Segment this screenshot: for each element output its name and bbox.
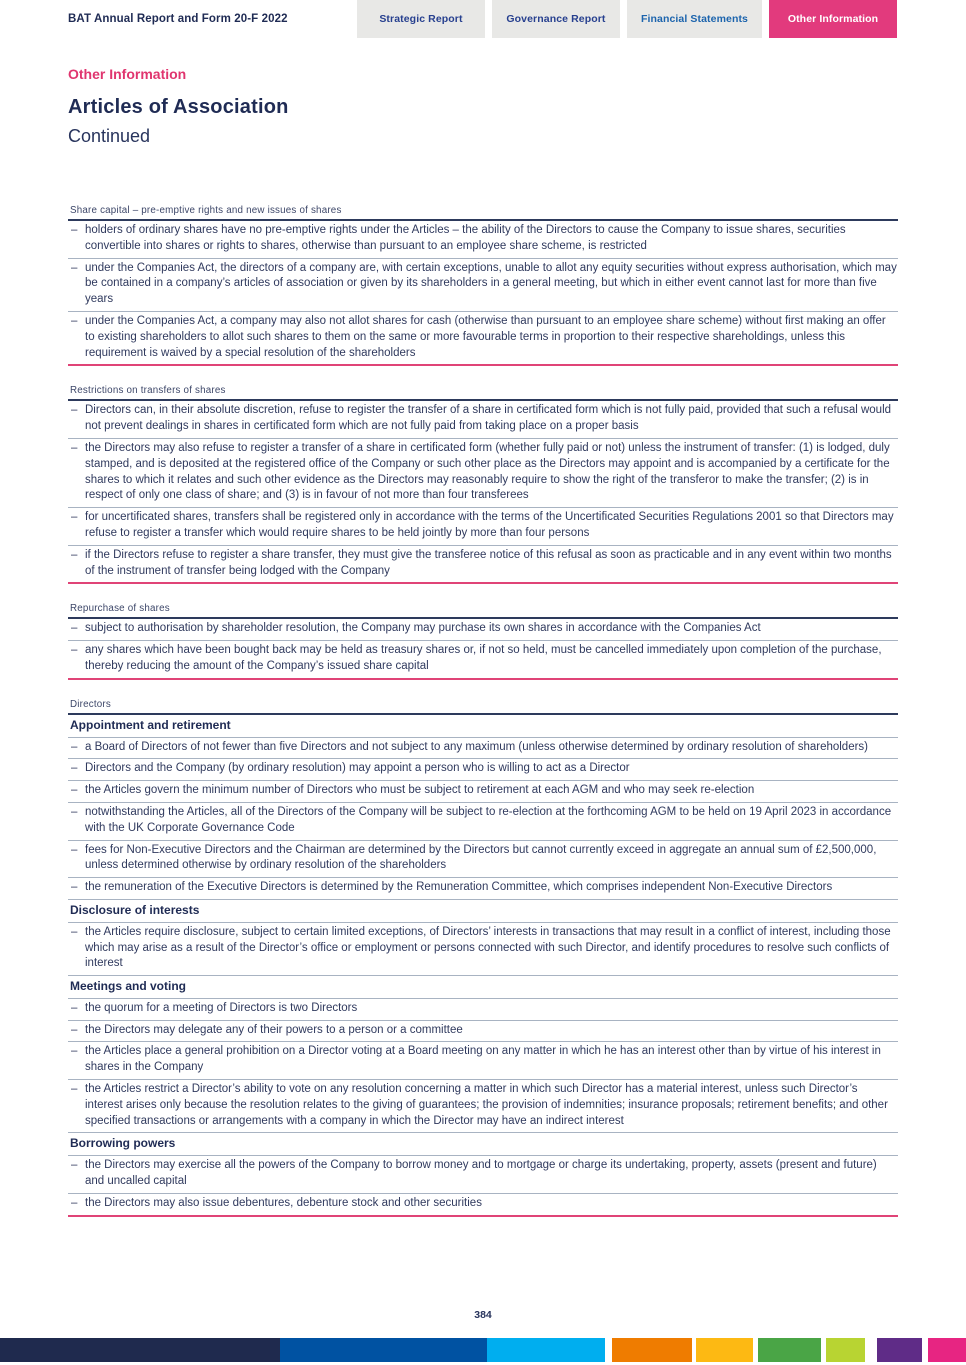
bullet-dash: – — [71, 1001, 78, 1014]
rule-item-text: Directors can, in their absolute discretion, refuse to register the transfer of a share in certificated form which is not fully paid, provided that such a refusal would not prevent dealings in shares in certificated form which are not fully paid from taking place on a proper basis — [85, 404, 892, 433]
rule-item-row — [68, 312, 898, 366]
rule-item-text: notwithstanding the Articles, all of the Directors of the Company will be subject to re-election at the forthcoming AGM to be held on 19 April 2023 in accordance with the UK Corporate Governance Code — [85, 805, 892, 834]
rule-item-row — [68, 759, 898, 781]
rule-item-text: the Articles restrict a Director’s ability to vote on any resolution concerning a matter in which such Director has a material interest, unless such Director’s interest arises only because the resolution relates to the giving of guarantees; the provision of indemnities; insurance proposals; retirement benefits; and other specified transactions or arrangements with a company in which the Director may have an indirect interest — [85, 1083, 888, 1127]
rule-item-text: if the Directors refuse to register a share transfer, they must give the transferee notice of this refusal as soon as practicable and in any event within two months of the instrument of transfer being lodged with the Company — [85, 548, 892, 577]
bullet-dash: – — [71, 805, 78, 818]
rule-item-row — [68, 999, 898, 1021]
rule-item-row — [68, 803, 898, 841]
tab-other-information[interactable]: Other Information — [769, 0, 897, 38]
tab-financial-statements[interactable]: Financial Statements — [627, 0, 762, 38]
color-segment-dark-navy — [0, 1338, 280, 1362]
bullet-dash: – — [71, 1196, 78, 1209]
page-title: Articles of Association — [68, 96, 289, 118]
rule-item-row — [68, 1080, 898, 1133]
rule-item-text: fees for Non-Executive Directors and the Chairman are determined by the Directors but cannot currently exceed in aggregate an annual sum of £2,500,000, unless determined otherwise by ordinary resolution of the shareholders — [85, 843, 877, 872]
rule-item-row — [68, 221, 898, 259]
subheading-row: Meetings and voting — [68, 976, 898, 999]
rule-item-row — [68, 738, 898, 760]
color-segment-royal-blue — [280, 1338, 487, 1362]
bullet-dash: – — [71, 762, 78, 775]
rules-section-directors — [68, 699, 898, 1217]
footer-color-bar — [0, 1338, 966, 1362]
rule-item-text: any shares which have been bought back may be held as treasury shares or, if not so held, must be cancelled immediately upon completion of the purchase, thereby reducing the amount of the Company’s issued share capital — [85, 644, 882, 672]
content-area — [68, 205, 898, 1236]
subheading-row: Appointment and retirement — [68, 715, 898, 738]
rule-item-text: Directors and the Company (by ordinary resolution) may appoint a person who is willing to act as a Director — [85, 762, 630, 775]
color-segment-pink — [928, 1338, 966, 1362]
rule-item-text: the Articles govern the minimum number of Directors who must be subject to retirement at each AGM and who may seek re-election — [85, 784, 755, 797]
rule-item-row — [68, 439, 898, 508]
bullet-dash: – — [71, 511, 78, 524]
rule-item-text: a Board of Directors of not fewer than five Directors and not subject to any maximum (unless otherwise determined by ordinary resolution of shareholders) — [85, 740, 869, 753]
rule-item-row — [68, 641, 898, 680]
bullet-dash: – — [71, 548, 78, 561]
color-segment-green — [758, 1338, 821, 1362]
color-segment-purple — [877, 1338, 922, 1362]
rule-item-text: the remuneration of the Executive Directors is determined by the Remuneration Committee, which comprises independent Non-Executive Directors — [85, 881, 833, 894]
subheading-row: Borrowing powers — [68, 1133, 898, 1156]
color-segment-yellow — [696, 1338, 753, 1362]
rule-item-row — [68, 1194, 898, 1217]
section-label: Restrictions on transfers of shares — [68, 385, 898, 401]
rules-section-restrictions-on-transfers-of-shares — [68, 385, 898, 584]
tab-strategic-report[interactable]: Strategic Report — [357, 0, 485, 38]
bullet-dash: – — [71, 404, 78, 417]
bullet-dash: – — [71, 1159, 78, 1172]
bullet-dash: – — [71, 314, 78, 327]
rule-item-row — [68, 1042, 898, 1080]
section-label: Directors — [68, 699, 898, 715]
section-label: Share capital – pre-emptive rights and new issues of shares — [68, 205, 898, 221]
header-bar — [0, 0, 966, 38]
rule-item-text: the Directors may delegate any of their powers to a person or a committee — [85, 1023, 463, 1036]
rule-item-row — [68, 546, 898, 585]
rule-item-row — [68, 1156, 898, 1194]
rule-item-text: the Articles require disclosure, subject to certain limited exceptions, of Directors’ interests in transactions that may result in a conflict of interest, including those which may arise as a result of the Director’s office or employment or persons connected with such Director, and identify procedures to resolve such conflicts of interest — [85, 925, 891, 970]
bullet-dash: – — [71, 644, 78, 657]
bullet-dash: – — [71, 881, 78, 894]
section-label: Repurchase of shares — [68, 603, 898, 619]
bullet-dash: – — [71, 261, 78, 274]
rule-item-row — [68, 841, 898, 879]
rule-item-row — [68, 619, 898, 641]
bullet-dash: – — [71, 224, 78, 236]
color-segment-cyan — [487, 1338, 605, 1362]
subheading-row: Disclosure of interests — [68, 900, 898, 923]
rule-item-row — [68, 508, 898, 546]
bullet-dash: – — [71, 441, 78, 454]
rule-item-row — [68, 878, 898, 900]
rule-item-text: under the Companies Act, the directors of a company are, with certain exceptions, unable to allot any equity securities without express authorisation, which may be contained in a company’s articles of association or given by its shareholders in a general meeting, but which in either event cannot last for more than five years — [85, 261, 897, 306]
color-segment-lime — [826, 1338, 865, 1362]
rule-item-row — [68, 401, 898, 439]
tab-governance-report[interactable]: Governance Report — [492, 0, 620, 38]
bullet-dash: – — [71, 1023, 78, 1036]
bullet-dash: – — [71, 1045, 78, 1058]
rule-item-text: under the Companies Act, a company may also not allot shares for cash (otherwise than pursuant to an employee share scheme) without first making an offer to existing shareholders to allot such shares to them on the same or more favourable terms in proportion to their respective shareholdings, unless this requirement is waived by a special resolution of the shareholders — [85, 314, 886, 359]
bullet-dash: – — [71, 925, 78, 938]
bullet-dash: – — [71, 1083, 78, 1096]
brand-title: BAT Annual Report and Form 20-F 2022 — [68, 13, 288, 25]
rule-item-row — [68, 259, 898, 312]
bullet-dash: – — [71, 843, 78, 856]
rule-item-text: the Directors may also refuse to register a transfer of a share in certificated form (whether fully paid or not) unless the instrument of transfer: (1) is lodged, duly stamped, and is deposited at the registered office of the Company or such other place as the Directors may appoint and is accompanied by a certificate for the shares to which it relates and such other evidence as the Directors may reasonably require to show the right of the transferor to make the transfer; (2) is in respect of only one class of share; and (3) is in favour of not more than four transferees — [85, 441, 890, 502]
rule-item-row — [68, 1021, 898, 1043]
rule-item-text: the Articles place a general prohibition on a Director voting at a Board meeting on any matter in which he has an interest other than by virtue of his interest in shares in the Company — [85, 1045, 881, 1074]
section-eyebrow: Other Information — [68, 66, 187, 82]
bullet-dash: – — [71, 740, 78, 753]
rule-item-text: the quorum for a meeting of Directors is two Directors — [85, 1001, 358, 1014]
rules-section-share-capital-pre-emptive-rights-and-new-issues-of-shares — [68, 205, 898, 366]
rules-section-repurchase-of-shares — [68, 603, 898, 679]
rule-item-row — [68, 923, 898, 976]
rule-item-text: for uncertificated shares, transfers shall be registered only in accordance with the terms of the Uncertificated Securities Regulations 2001 so that Directors may refuse to register a transfer which would require shares to be held jointly by more than four persons — [85, 511, 894, 539]
rule-item-row — [68, 781, 898, 803]
color-segment-orange — [612, 1338, 692, 1362]
page-subtitle: Continued — [68, 126, 151, 146]
header-tabs — [357, 0, 897, 38]
page-number: 384 — [474, 1309, 492, 1321]
rule-item-text: holders of ordinary shares have no pre-emptive rights under the Articles – the ability of the Directors to cause the Company to issue shares, securities convertible into shares or rights to shares, otherwise than pursuant to an employee share scheme, is restricted — [85, 224, 846, 252]
bullet-dash: – — [71, 784, 78, 797]
rule-item-text: the Directors may also issue debentures, debenture stock and other securities — [85, 1196, 482, 1209]
bullet-dash: – — [71, 622, 78, 635]
rule-item-text: the Directors may exercise all the powers of the Company to borrow money and to mortgage or charge its undertaking, property, assets (present and future) and uncalled capital — [85, 1159, 877, 1188]
rule-item-text: subject to authorisation by shareholder resolution, the Company may purchase its own shares in accordance with the Companies Act — [85, 622, 761, 635]
